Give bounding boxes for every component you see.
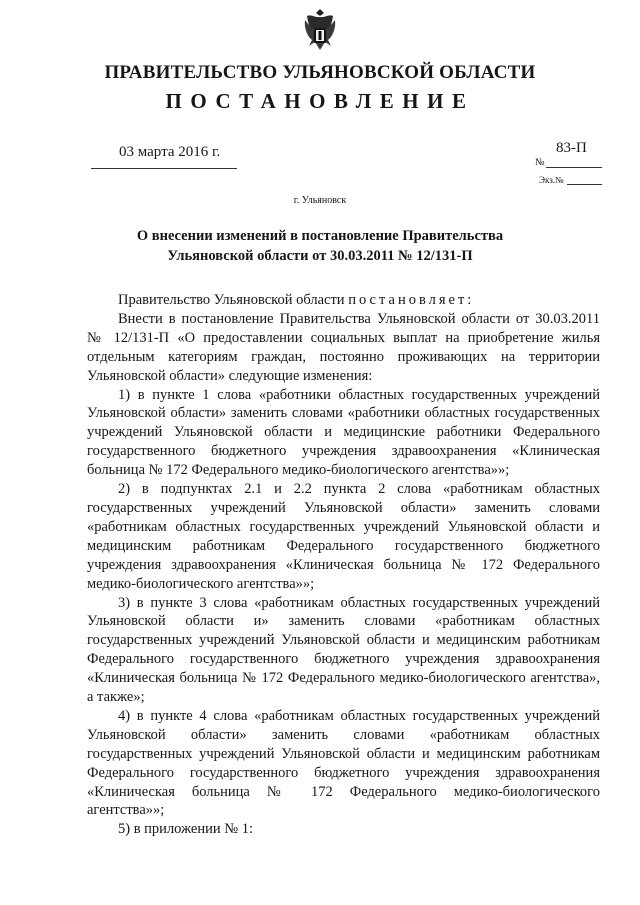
subject-line-2: Ульяновской области от 30.03.2011 № 12/131-П bbox=[167, 248, 473, 264]
intro-verb: постановляет: bbox=[348, 292, 475, 308]
copy-number-label: Экз.№ bbox=[539, 175, 564, 185]
number-underline bbox=[546, 167, 602, 168]
subject-line-1: О внесении изменений в постановление Правительства bbox=[136, 228, 504, 244]
body-paragraph: 4) в пункте 4 слова «работникам областных государственных учреждений Ульяновской области» заменить словами «работникам областных государственных учреждений Ульяновской области и медицинским работникам Федерального государственного бюджетного учреждения здравоохранения «Клиническая больница № 172 Федерального медико-биологического агентства»»; bbox=[87, 707, 600, 819]
body-paragraph: Внести в постановление Правительства Ульяновской области от 30.03.2011 № 12/131-П «О предоставлении социальных выплат на приобретение жилья отдельным категориям граждан, постоянно проживающих на территории Ульяновской области» следующие изменения: bbox=[87, 310, 600, 384]
document-number: 83-П bbox=[556, 140, 587, 156]
document-body bbox=[87, 291, 600, 839]
document-subject bbox=[100, 226, 540, 266]
intro-paragraph bbox=[87, 291, 600, 310]
body-paragraph: 3) в пункте 3 слова «работникам областных государственных учреждений Ульяновской области и» заменить словами «работникам областных государственных учреждений Ульяновской области и медицинским работникам Федерального государственного бюджетного учреждения здравоохранения «Клиническая больница № 172 Федерального медико-биологического агентства», а также»; bbox=[87, 594, 600, 706]
intro-start: Правительство Ульяновской области bbox=[118, 292, 349, 308]
body-paragraph: 2) в подпунктах 2.1 и 2.2 пункта 2 слова «работникам областных государственных учреждений Ульяновской области» заменить словами «работникам областных государственных учреждений Ульяновской области и медицинским работникам Федерального государственного бюджетного учреждения здравоохранения «Клиническая больница № 172 Федерального медико-биологического агентства»»; bbox=[87, 481, 600, 592]
document-date: 03 марта 2016 г. bbox=[119, 144, 221, 160]
body-paragraph: 1) в пункте 1 слова «работники областных государственных учреждений Ульяновской области» заменить словами «работники областных государственных учреждений Ульяновской области и медицинские работники Федерального государственного бюджетного учреждения здравоохранения «Клиническая больница № 172 Федерального медико-биологического агентства»»; bbox=[87, 386, 600, 479]
number-label: № bbox=[535, 157, 545, 168]
government-title: ПРАВИТЕЛЬСТВО УЛЬЯНОВСКОЙ ОБЛАСТИ bbox=[104, 62, 536, 83]
coat-of-arms-icon bbox=[301, 6, 339, 54]
body-paragraph: 5) в приложении № 1: bbox=[118, 821, 253, 838]
document-type: ПОСТАНОВЛЕНИЕ bbox=[165, 89, 475, 113]
city-name: г. Ульяновск bbox=[293, 195, 347, 206]
copy-number-underline bbox=[567, 184, 602, 185]
date-underline bbox=[91, 168, 237, 169]
